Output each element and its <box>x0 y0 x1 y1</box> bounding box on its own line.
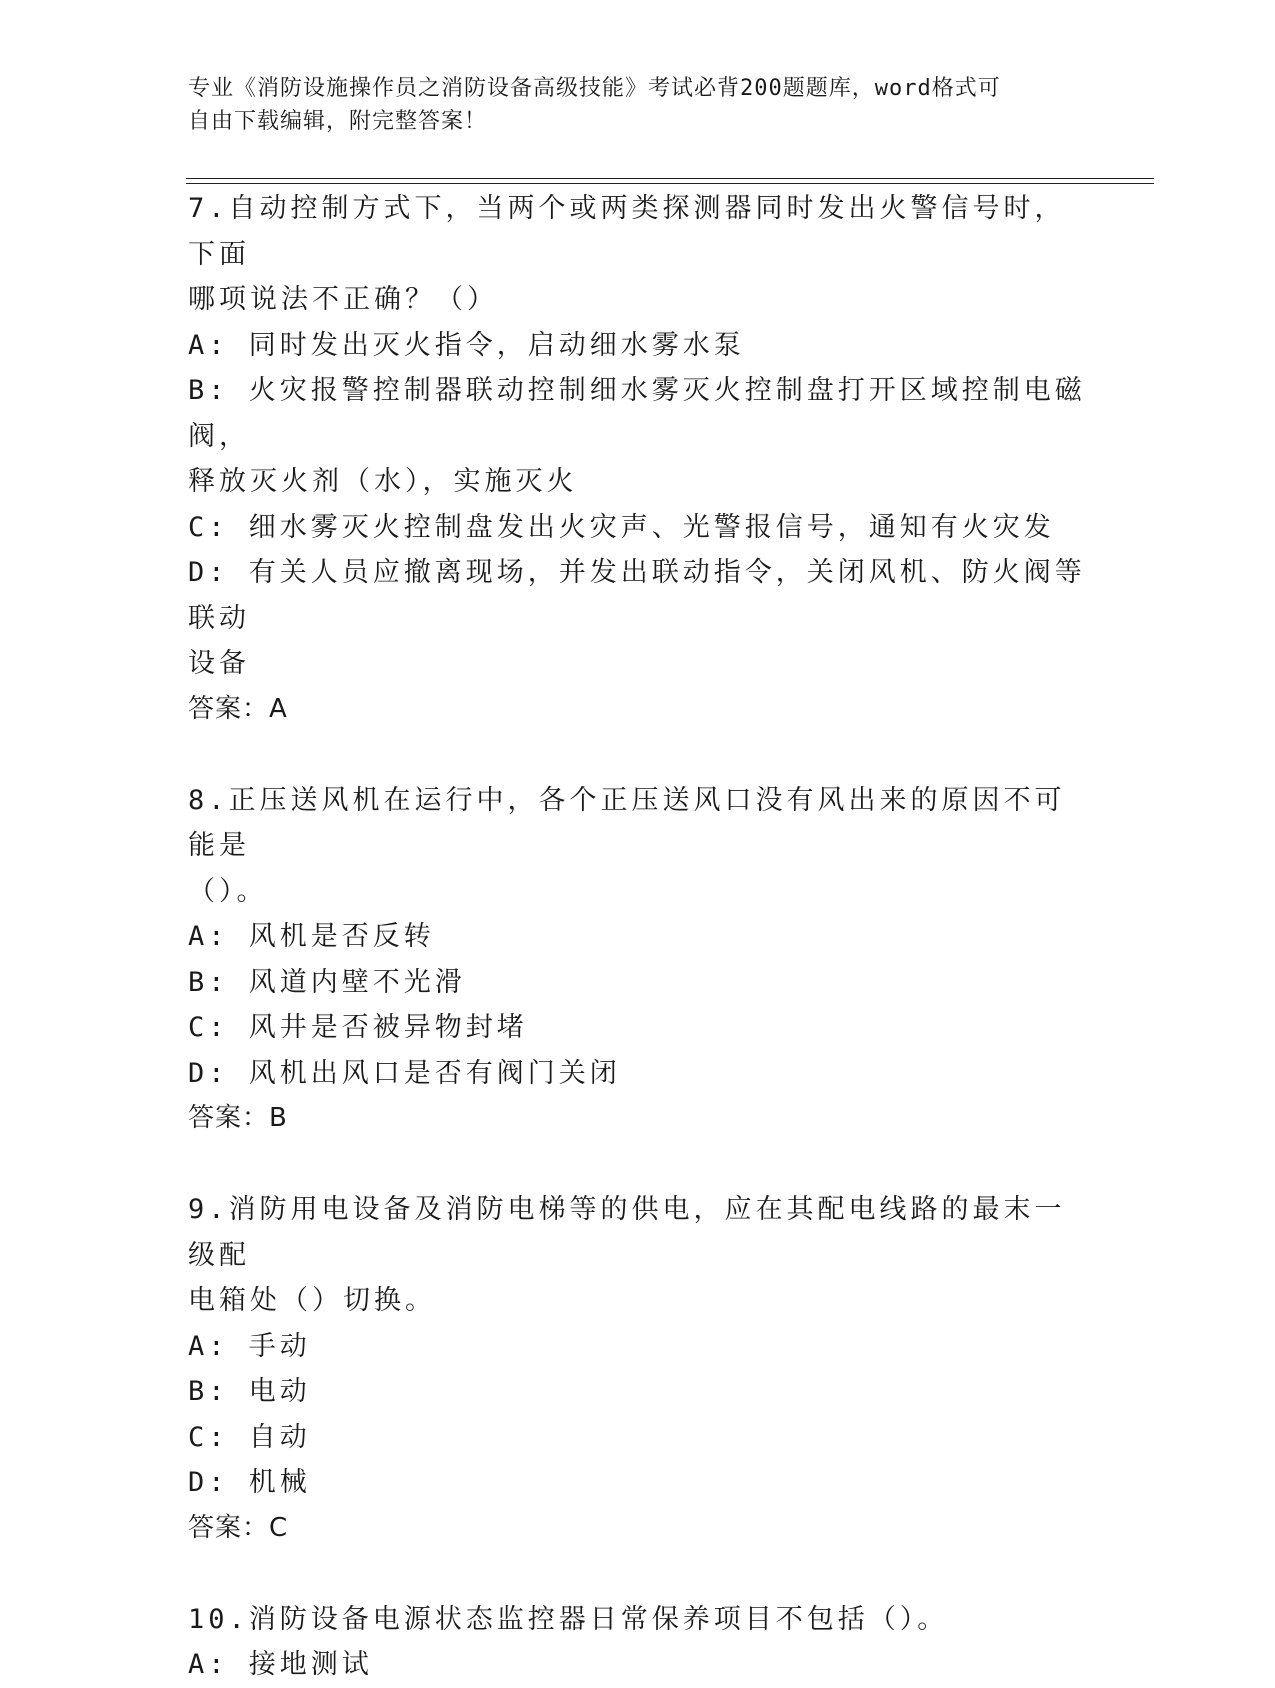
header-line-1: 专业《消防设施操作员之消防设备高级技能》考试必背200题题库，word格式可 <box>188 76 1001 101</box>
option-c: C: 细水雾灭火控制盘发出火灾声、光警报信号，通知有火灾发 <box>188 511 1055 543</box>
option-d: D: 风机出风口是否有阀门关闭 <box>188 1057 621 1089</box>
option-a: A: 手动 <box>188 1330 311 1362</box>
option-a: A: 同时发出灭火指令，启动细水雾水泵 <box>188 329 745 361</box>
question-stem-continued: 电箱处（）切换。 <box>188 1285 436 1316</box>
option-d-continued: 设备 <box>188 648 250 679</box>
question-stem: 10.消防设备电源状态监控器日常保养项目不包括（）。 <box>188 1603 949 1635</box>
option-a: A: 接地测试 <box>188 1649 373 1680</box>
option-d: D: 有关人员应撤离现场，并发出联动指令，关闭风机、防火阀等联动 <box>188 557 1086 634</box>
question-9 <box>188 1187 1088 1551</box>
question-stem-continued: 哪项说法不正确？（） <box>188 284 498 315</box>
header-divider-top <box>186 178 1154 179</box>
answer: 答案：A <box>188 693 288 724</box>
option-b: B: 风道内壁不光滑 <box>188 966 466 998</box>
option-c: C: 风井是否被异物封堵 <box>188 1012 528 1043</box>
answer: 答案：B <box>188 1103 288 1133</box>
answer: 答案：C <box>188 1512 289 1543</box>
question-7 <box>188 186 1088 732</box>
question-stem: 9.消防用电设备及消防电梯等的供电，应在其配电线路的最末一级配 <box>188 1194 1066 1271</box>
question-list <box>188 186 1088 1688</box>
header-divider-bottom <box>186 183 1154 184</box>
option-b-continued: 释放灭火剂（水），实施灭火 <box>188 466 578 497</box>
question-stem: 7.自动控制方式下，当两个或两类探测器同时发出火警信号时，下面 <box>188 193 1066 270</box>
question-10 <box>188 1597 1088 1688</box>
option-a: A: 风机是否反转 <box>188 921 435 952</box>
option-b: B: 电动 <box>188 1376 311 1407</box>
option-b: B: 火灾报警控制器联动控制细水雾灭火控制盘打开区域控制电磁阀， <box>188 375 1086 452</box>
question-stem-continued: （）。 <box>188 875 268 907</box>
question-8 <box>188 778 1088 1142</box>
question-stem: 8.正压送风机在运行中，各个正压送风口没有风出来的原因不可能是 <box>188 784 1066 861</box>
header-line-2: 自由下载编辑，附完整答案！ <box>188 109 488 134</box>
option-d: D: 机械 <box>188 1467 311 1498</box>
document-header <box>188 72 1088 138</box>
option-c: C: 自动 <box>188 1421 311 1453</box>
